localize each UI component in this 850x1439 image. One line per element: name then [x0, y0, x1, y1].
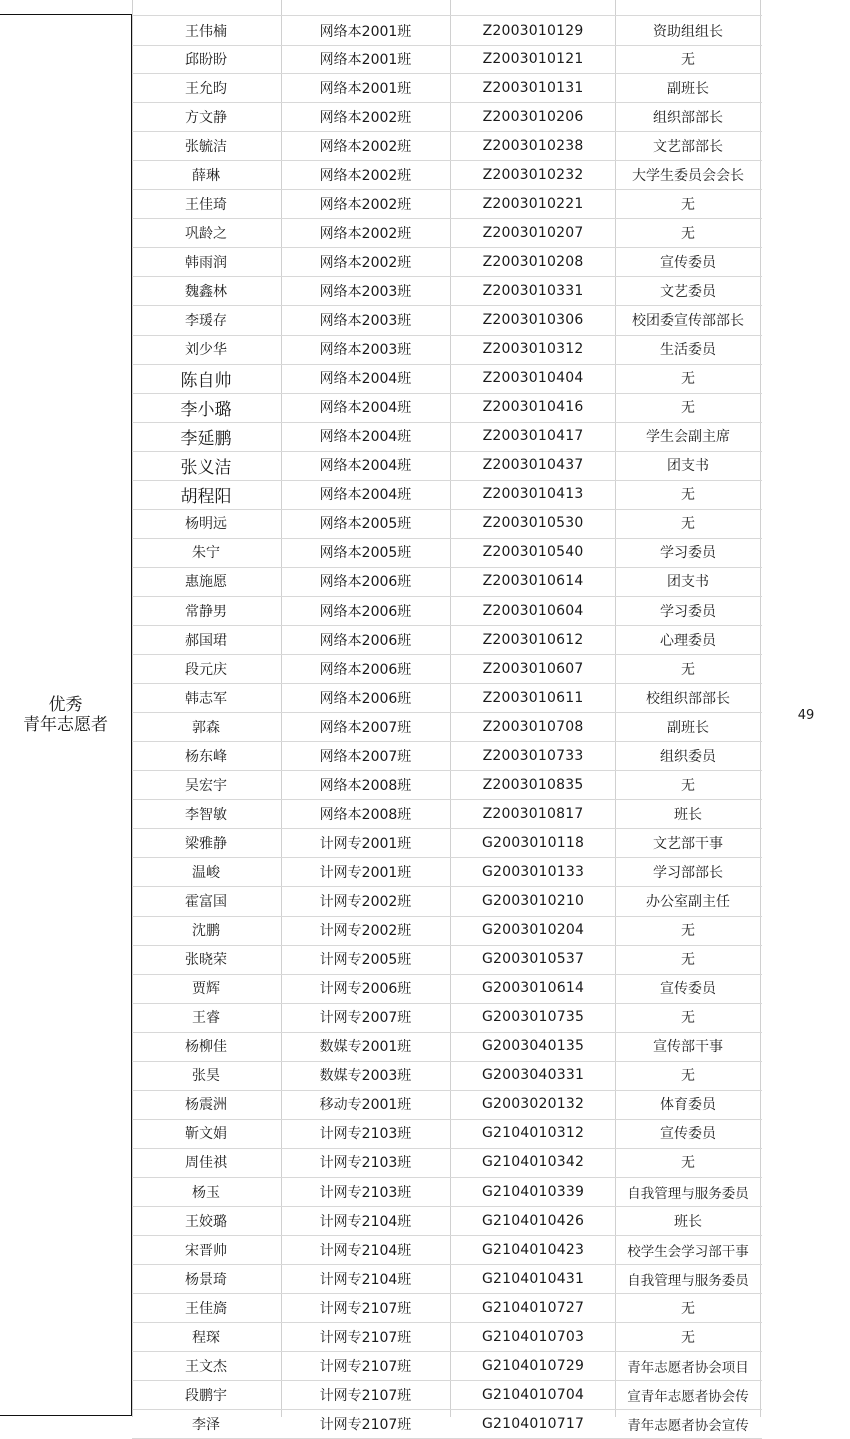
class-cell[interactable]: 网络本2004班	[319, 458, 412, 475]
name-cell[interactable]: 李延鹏	[180, 428, 232, 449]
class-cell[interactable]: 网络本2001班	[319, 80, 412, 97]
table-row	[132, 131, 762, 161]
class-cell[interactable]: 计网专2005班	[319, 952, 412, 969]
table-row	[132, 625, 762, 655]
class-cell[interactable]: 网络本2006班	[319, 661, 412, 678]
role-cell[interactable]: 学习委员	[660, 603, 716, 620]
table-row	[132, 393, 762, 423]
table-row	[132, 1380, 762, 1410]
award-category-line1: 优秀	[48, 695, 83, 715]
table-row	[132, 857, 762, 887]
student-id-cell[interactable]: Z2003010417	[482, 428, 584, 445]
table-row	[132, 916, 762, 946]
role-cell[interactable]: 学习部部长	[653, 864, 723, 881]
student-id-cell[interactable]: G2104010717	[481, 1415, 585, 1432]
role-cell[interactable]: 青年志愿者协会宣传	[627, 1417, 749, 1434]
table-row	[132, 683, 762, 713]
table-row	[132, 887, 762, 917]
student-id-cell[interactable]: G2003010118	[481, 834, 585, 851]
role-cell[interactable]: 组织部部长	[653, 109, 723, 126]
role-cell[interactable]: 生活委员	[660, 342, 716, 359]
class-cell[interactable]: 网络本2003班	[319, 283, 412, 300]
student-id-cell[interactable]: G2104010312	[481, 1125, 585, 1142]
role-cell[interactable]: 自我管理与服务委员	[627, 1272, 749, 1289]
role-cell[interactable]: 无	[681, 923, 695, 940]
student-id-cell[interactable]: Z2003010207	[482, 224, 584, 241]
table-row	[132, 741, 762, 771]
role-cell[interactable]: 学习委员	[660, 545, 716, 562]
table-row	[132, 1206, 762, 1236]
table-row	[132, 451, 762, 481]
class-cell[interactable]: 网络本2006班	[319, 603, 412, 620]
student-id-cell[interactable]: G2104010426	[481, 1212, 585, 1229]
student-id-cell[interactable]: Z2003010611	[482, 689, 584, 706]
name-cell[interactable]: 朱宁	[192, 545, 220, 562]
name-cell[interactable]: 杨东峰	[185, 748, 227, 765]
name-cell[interactable]: 惠施愿	[185, 574, 227, 591]
name-cell[interactable]: 贾辉	[192, 981, 220, 998]
class-cell[interactable]: 网络本2005班	[319, 516, 412, 533]
table-row	[132, 799, 762, 829]
table-row	[132, 189, 762, 219]
name-cell[interactable]: 方文静	[185, 109, 227, 126]
name-cell[interactable]: 王睿	[192, 1010, 220, 1027]
name-cell[interactable]: 郭森	[192, 719, 220, 736]
student-id-cell[interactable]: Z2003010530	[482, 515, 584, 532]
student-id-cell[interactable]: Z2003010437	[482, 457, 584, 474]
name-cell[interactable]: 张毓洁	[185, 138, 227, 155]
class-cell[interactable]: 数媒专2003班	[319, 1068, 412, 1085]
table-row	[132, 1148, 762, 1178]
table-row	[132, 1409, 762, 1439]
role-cell[interactable]: 文艺委员	[660, 283, 716, 300]
student-id-cell[interactable]: Z2003010208	[482, 253, 584, 270]
name-cell[interactable]: 郝国珺	[185, 632, 227, 649]
role-cell[interactable]: 无	[681, 516, 695, 533]
table-row	[132, 567, 762, 597]
class-cell[interactable]: 计网专2104班	[319, 1242, 412, 1259]
student-id-cell[interactable]: Z2003010404	[482, 370, 584, 387]
table-row	[132, 335, 762, 365]
table-row	[132, 1322, 762, 1352]
table-row	[132, 44, 762, 74]
name-cell[interactable]: 李小璐	[180, 399, 232, 420]
name-cell[interactable]: 李瑗存	[185, 313, 227, 329]
table-row	[132, 422, 762, 452]
class-cell[interactable]: 网络本2004班	[319, 429, 412, 446]
student-id-cell[interactable]: Z2003010306	[482, 312, 584, 328]
student-id-cell[interactable]: G2104010342	[481, 1154, 585, 1171]
class-cell[interactable]: 网络本2002班	[319, 225, 412, 242]
name-cell[interactable]: 王文杰	[185, 1358, 227, 1375]
student-id-cell[interactable]: Z2003010129	[482, 22, 584, 39]
name-cell[interactable]: 张晓荣	[185, 952, 227, 969]
class-cell[interactable]: 计网专2007班	[319, 1010, 412, 1027]
name-cell[interactable]: 韩雨润	[185, 254, 227, 271]
role-cell[interactable]: 心理委员	[660, 632, 716, 649]
name-cell[interactable]: 杨明远	[185, 516, 227, 533]
student-id-cell[interactable]: G2104010704	[481, 1386, 585, 1403]
student-id-cell[interactable]: Z2003010206	[482, 108, 584, 125]
name-cell[interactable]: 王伟楠	[185, 23, 227, 40]
table-row	[132, 1032, 762, 1062]
name-cell[interactable]: 王佳旖	[185, 1300, 227, 1317]
name-cell[interactable]: 杨玉	[192, 1184, 220, 1201]
name-cell[interactable]: 霍富国	[185, 894, 227, 910]
role-cell[interactable]: 无	[681, 487, 695, 504]
class-cell[interactable]: 计网专2006班	[319, 981, 412, 998]
role-cell[interactable]: 宣传委员	[660, 1126, 716, 1143]
student-id-cell[interactable]: G2003010133	[481, 863, 585, 880]
class-cell[interactable]: 计网专2107班	[319, 1358, 412, 1375]
name-cell[interactable]: 王允昀	[185, 80, 227, 97]
name-cell[interactable]: 宋晋帅	[185, 1242, 227, 1259]
role-cell[interactable]: 大学生委员会会长	[632, 167, 744, 184]
role-cell[interactable]: 无	[681, 661, 695, 678]
student-id-cell[interactable]: G2003010204	[481, 922, 585, 939]
name-cell[interactable]: 杨柳佳	[185, 1039, 227, 1056]
class-cell[interactable]: 网络本2006班	[319, 690, 412, 707]
student-id-cell[interactable]: Z2003010221	[482, 195, 584, 212]
class-cell[interactable]: 网络本2002班	[319, 109, 412, 126]
name-cell[interactable]: 巩龄之	[185, 225, 227, 242]
role-cell[interactable]: 副班长	[667, 80, 709, 97]
role-cell[interactable]: 无	[681, 225, 695, 242]
role-cell[interactable]: 体育委员	[660, 1097, 716, 1114]
class-cell[interactable]: 网络本2002班	[319, 138, 412, 155]
name-cell[interactable]: 吴宏宇	[185, 777, 227, 794]
role-cell[interactable]: 无	[681, 1329, 695, 1346]
name-cell[interactable]: 李泽	[192, 1416, 220, 1433]
table-row	[132, 1264, 762, 1294]
table-row	[132, 15, 762, 46]
student-id-cell[interactable]: G2003040135	[481, 1038, 585, 1055]
student-id-cell[interactable]: G2104010729	[481, 1357, 585, 1374]
role-cell[interactable]: 校组织部部长	[646, 690, 730, 707]
role-cell[interactable]: 班长	[674, 1213, 702, 1230]
role-cell[interactable]: 无	[681, 777, 695, 794]
class-cell[interactable]: 数媒专2001班	[319, 1039, 412, 1056]
name-cell[interactable]: 程琛	[192, 1329, 220, 1346]
table-row	[132, 1119, 762, 1149]
student-id-cell[interactable]: G2003040331	[481, 1067, 585, 1084]
student-id-cell[interactable]: Z2003010607	[482, 660, 584, 677]
table-row	[132, 974, 762, 1004]
role-cell[interactable]: 文艺部干事	[653, 835, 723, 852]
class-cell[interactable]: 网络本2003班	[319, 313, 412, 329]
name-cell[interactable]: 杨震洲	[185, 1097, 227, 1114]
class-cell[interactable]: 计网专2002班	[319, 894, 412, 910]
class-cell[interactable]: 计网专2001班	[319, 835, 412, 852]
student-id-cell[interactable]: Z2003010131	[482, 79, 584, 96]
role-cell[interactable]: 团支书	[667, 458, 709, 475]
name-cell[interactable]: 韩志军	[185, 690, 227, 707]
table-row	[132, 160, 762, 190]
role-cell[interactable]: 宣青年志愿者协会传	[627, 1388, 749, 1405]
name-cell[interactable]: 薛琳	[192, 167, 220, 184]
class-cell[interactable]: 计网专2002班	[319, 923, 412, 940]
role-cell[interactable]: 资助组组长	[653, 23, 723, 40]
class-cell[interactable]: 计网专2107班	[319, 1416, 412, 1433]
class-cell[interactable]: 计网专2103班	[319, 1184, 412, 1201]
name-cell[interactable]: 常静男	[185, 603, 227, 620]
table-row	[132, 596, 762, 626]
table-row	[132, 712, 762, 742]
class-cell[interactable]: 计网专2104班	[319, 1213, 412, 1230]
class-cell[interactable]: 移动专2001班	[319, 1097, 412, 1114]
student-id-cell[interactable]: Z2003010733	[482, 747, 584, 764]
class-cell[interactable]: 网络本2007班	[319, 719, 412, 736]
role-cell[interactable]: 宣传委员	[660, 254, 716, 271]
total-count-cell[interactable]	[762, 14, 850, 1416]
name-cell[interactable]: 温峻	[192, 864, 220, 881]
table-row	[132, 1351, 762, 1381]
student-id-cell[interactable]: Z2003010604	[482, 602, 584, 619]
name-cell[interactable]: 胡程阳	[180, 486, 232, 507]
student-id-cell[interactable]: G2003010614	[481, 980, 585, 997]
award-category-cell[interactable]	[0, 14, 132, 1416]
role-cell[interactable]: 自我管理与服务委员	[627, 1185, 749, 1202]
class-cell[interactable]: 网络本2007班	[319, 748, 412, 765]
student-id-cell[interactable]: Z2003010121	[482, 50, 584, 67]
student-id-cell[interactable]: Z2003010614	[482, 573, 584, 590]
student-id-cell[interactable]: G2104010431	[481, 1270, 585, 1287]
class-cell[interactable]: 计网专2001班	[319, 864, 412, 881]
role-cell[interactable]: 办公室副主任	[646, 894, 730, 910]
name-cell[interactable]: 段元庆	[185, 661, 227, 678]
name-cell[interactable]: 陈自帅	[180, 370, 232, 391]
student-id-cell[interactable]: Z2003010312	[482, 341, 584, 358]
class-cell[interactable]: 网络本2002班	[319, 254, 412, 271]
name-cell[interactable]: 邱盼盼	[185, 51, 227, 68]
class-cell[interactable]: 计网专2103班	[319, 1155, 412, 1172]
class-cell[interactable]: 计网专2107班	[319, 1300, 412, 1317]
student-id-cell[interactable]: Z2003010232	[482, 166, 584, 183]
role-cell[interactable]: 青年志愿者协会项目	[627, 1359, 749, 1376]
name-cell[interactable]: 靳文娟	[185, 1126, 227, 1143]
student-id-cell[interactable]: G2003010735	[481, 1009, 585, 1026]
role-cell[interactable]: 无	[681, 51, 695, 68]
role-cell[interactable]: 无	[681, 1155, 695, 1172]
class-cell[interactable]: 计网专2103班	[319, 1126, 412, 1143]
student-id-cell[interactable]: Z2003010331	[482, 282, 584, 299]
student-id-cell[interactable]: G2104010727	[481, 1299, 585, 1316]
table-row	[132, 1003, 762, 1033]
class-cell[interactable]: 网络本2004班	[319, 371, 412, 388]
role-cell[interactable]: 无	[681, 371, 695, 388]
role-cell[interactable]: 无	[681, 196, 695, 213]
name-cell[interactable]: 王佳琦	[185, 196, 227, 213]
class-cell[interactable]: 计网专2104班	[319, 1271, 412, 1288]
class-cell[interactable]: 网络本2003班	[319, 342, 412, 359]
student-id-cell[interactable]: Z2003010817	[482, 805, 584, 822]
class-cell[interactable]: 网络本2008班	[319, 777, 412, 794]
class-cell[interactable]: 网络本2002班	[319, 196, 412, 213]
student-id-cell[interactable]: Z2003010612	[482, 631, 584, 648]
student-id-cell[interactable]: G2104010423	[481, 1241, 585, 1258]
student-id-cell[interactable]: Z2003010238	[482, 137, 584, 154]
name-cell[interactable]: 周佳祺	[185, 1155, 227, 1172]
role-cell[interactable]: 班长	[674, 806, 702, 823]
table-row	[132, 306, 762, 336]
class-cell[interactable]: 网络本2001班	[319, 51, 412, 68]
name-cell[interactable]: 王姣璐	[185, 1213, 227, 1230]
class-cell[interactable]: 网络本2005班	[319, 545, 412, 562]
award-category-line2: 青年志愿者	[23, 715, 108, 735]
class-cell[interactable]: 计网专2107班	[319, 1329, 412, 1346]
table-row	[132, 654, 762, 684]
student-id-cell[interactable]: Z2003010416	[482, 399, 584, 416]
class-cell[interactable]: 网络本2002班	[319, 167, 412, 184]
table-row	[132, 828, 762, 858]
role-cell[interactable]: 学生会副主席	[646, 429, 730, 446]
name-cell[interactable]: 张昊	[192, 1068, 220, 1085]
role-cell[interactable]: 宣传委员	[660, 981, 716, 998]
student-id-cell[interactable]: G2003010210	[481, 893, 585, 909]
name-cell[interactable]: 梁雅静	[185, 835, 227, 852]
student-id-cell[interactable]: G2104010703	[481, 1328, 585, 1345]
name-cell[interactable]: 刘少华	[185, 342, 227, 359]
name-cell[interactable]: 魏鑫林	[185, 283, 227, 300]
name-cell[interactable]: 李智敏	[185, 806, 227, 823]
student-id-cell[interactable]: Z2003010540	[482, 544, 584, 561]
table-row	[132, 247, 762, 277]
role-cell[interactable]: 副班长	[667, 719, 709, 736]
student-id-cell[interactable]: G2003010537	[481, 951, 585, 968]
table-row	[132, 770, 762, 800]
student-id-cell[interactable]: Z2003010413	[482, 486, 584, 503]
class-cell[interactable]: 网络本2006班	[319, 574, 412, 591]
class-cell[interactable]: 网络本2006班	[319, 632, 412, 649]
role-cell[interactable]: 校团委宣传部部长	[632, 313, 744, 329]
role-cell[interactable]: 无	[681, 400, 695, 417]
table-row	[132, 1177, 762, 1207]
table-row	[132, 509, 762, 539]
role-cell[interactable]: 无	[681, 1010, 695, 1027]
table-row	[132, 480, 762, 510]
table-row	[132, 1061, 762, 1091]
name-cell[interactable]: 杨景琦	[185, 1271, 227, 1288]
class-cell[interactable]: 网络本2001班	[319, 23, 412, 40]
table-row	[132, 1235, 762, 1265]
total-count: 49	[797, 707, 815, 723]
table-row	[132, 276, 762, 306]
table-row	[132, 945, 762, 975]
name-cell[interactable]: 张义洁	[180, 457, 232, 478]
table-row	[132, 1090, 762, 1120]
role-cell[interactable]: 组织委员	[660, 748, 716, 765]
student-id-cell[interactable]: G2003020132	[481, 1096, 585, 1113]
name-cell[interactable]: 沈鹏	[192, 923, 220, 940]
student-id-cell[interactable]: Z2003010835	[482, 776, 584, 793]
table-row	[132, 73, 762, 103]
table-row	[132, 1293, 762, 1323]
name-cell[interactable]: 段鹏宇	[185, 1387, 227, 1404]
class-cell[interactable]: 计网专2107班	[319, 1387, 412, 1404]
student-id-cell[interactable]: G2104010339	[481, 1183, 585, 1200]
role-cell[interactable]: 校学生会学习部干事	[627, 1243, 749, 1260]
class-cell[interactable]: 网络本2004班	[319, 400, 412, 417]
role-cell[interactable]: 宣传部干事	[653, 1039, 723, 1056]
class-cell[interactable]: 网络本2008班	[319, 806, 412, 823]
role-cell[interactable]: 文艺部部长	[653, 138, 723, 155]
class-cell[interactable]: 网络本2004班	[319, 487, 412, 504]
table-row	[132, 538, 762, 568]
role-cell[interactable]: 无	[681, 952, 695, 969]
role-cell[interactable]: 无	[681, 1068, 695, 1085]
role-cell[interactable]: 团支书	[667, 574, 709, 591]
role-cell[interactable]: 无	[681, 1300, 695, 1317]
student-id-cell[interactable]: Z2003010708	[482, 718, 584, 735]
table-row	[132, 102, 762, 132]
table-row	[132, 364, 762, 394]
table-row	[132, 218, 762, 248]
